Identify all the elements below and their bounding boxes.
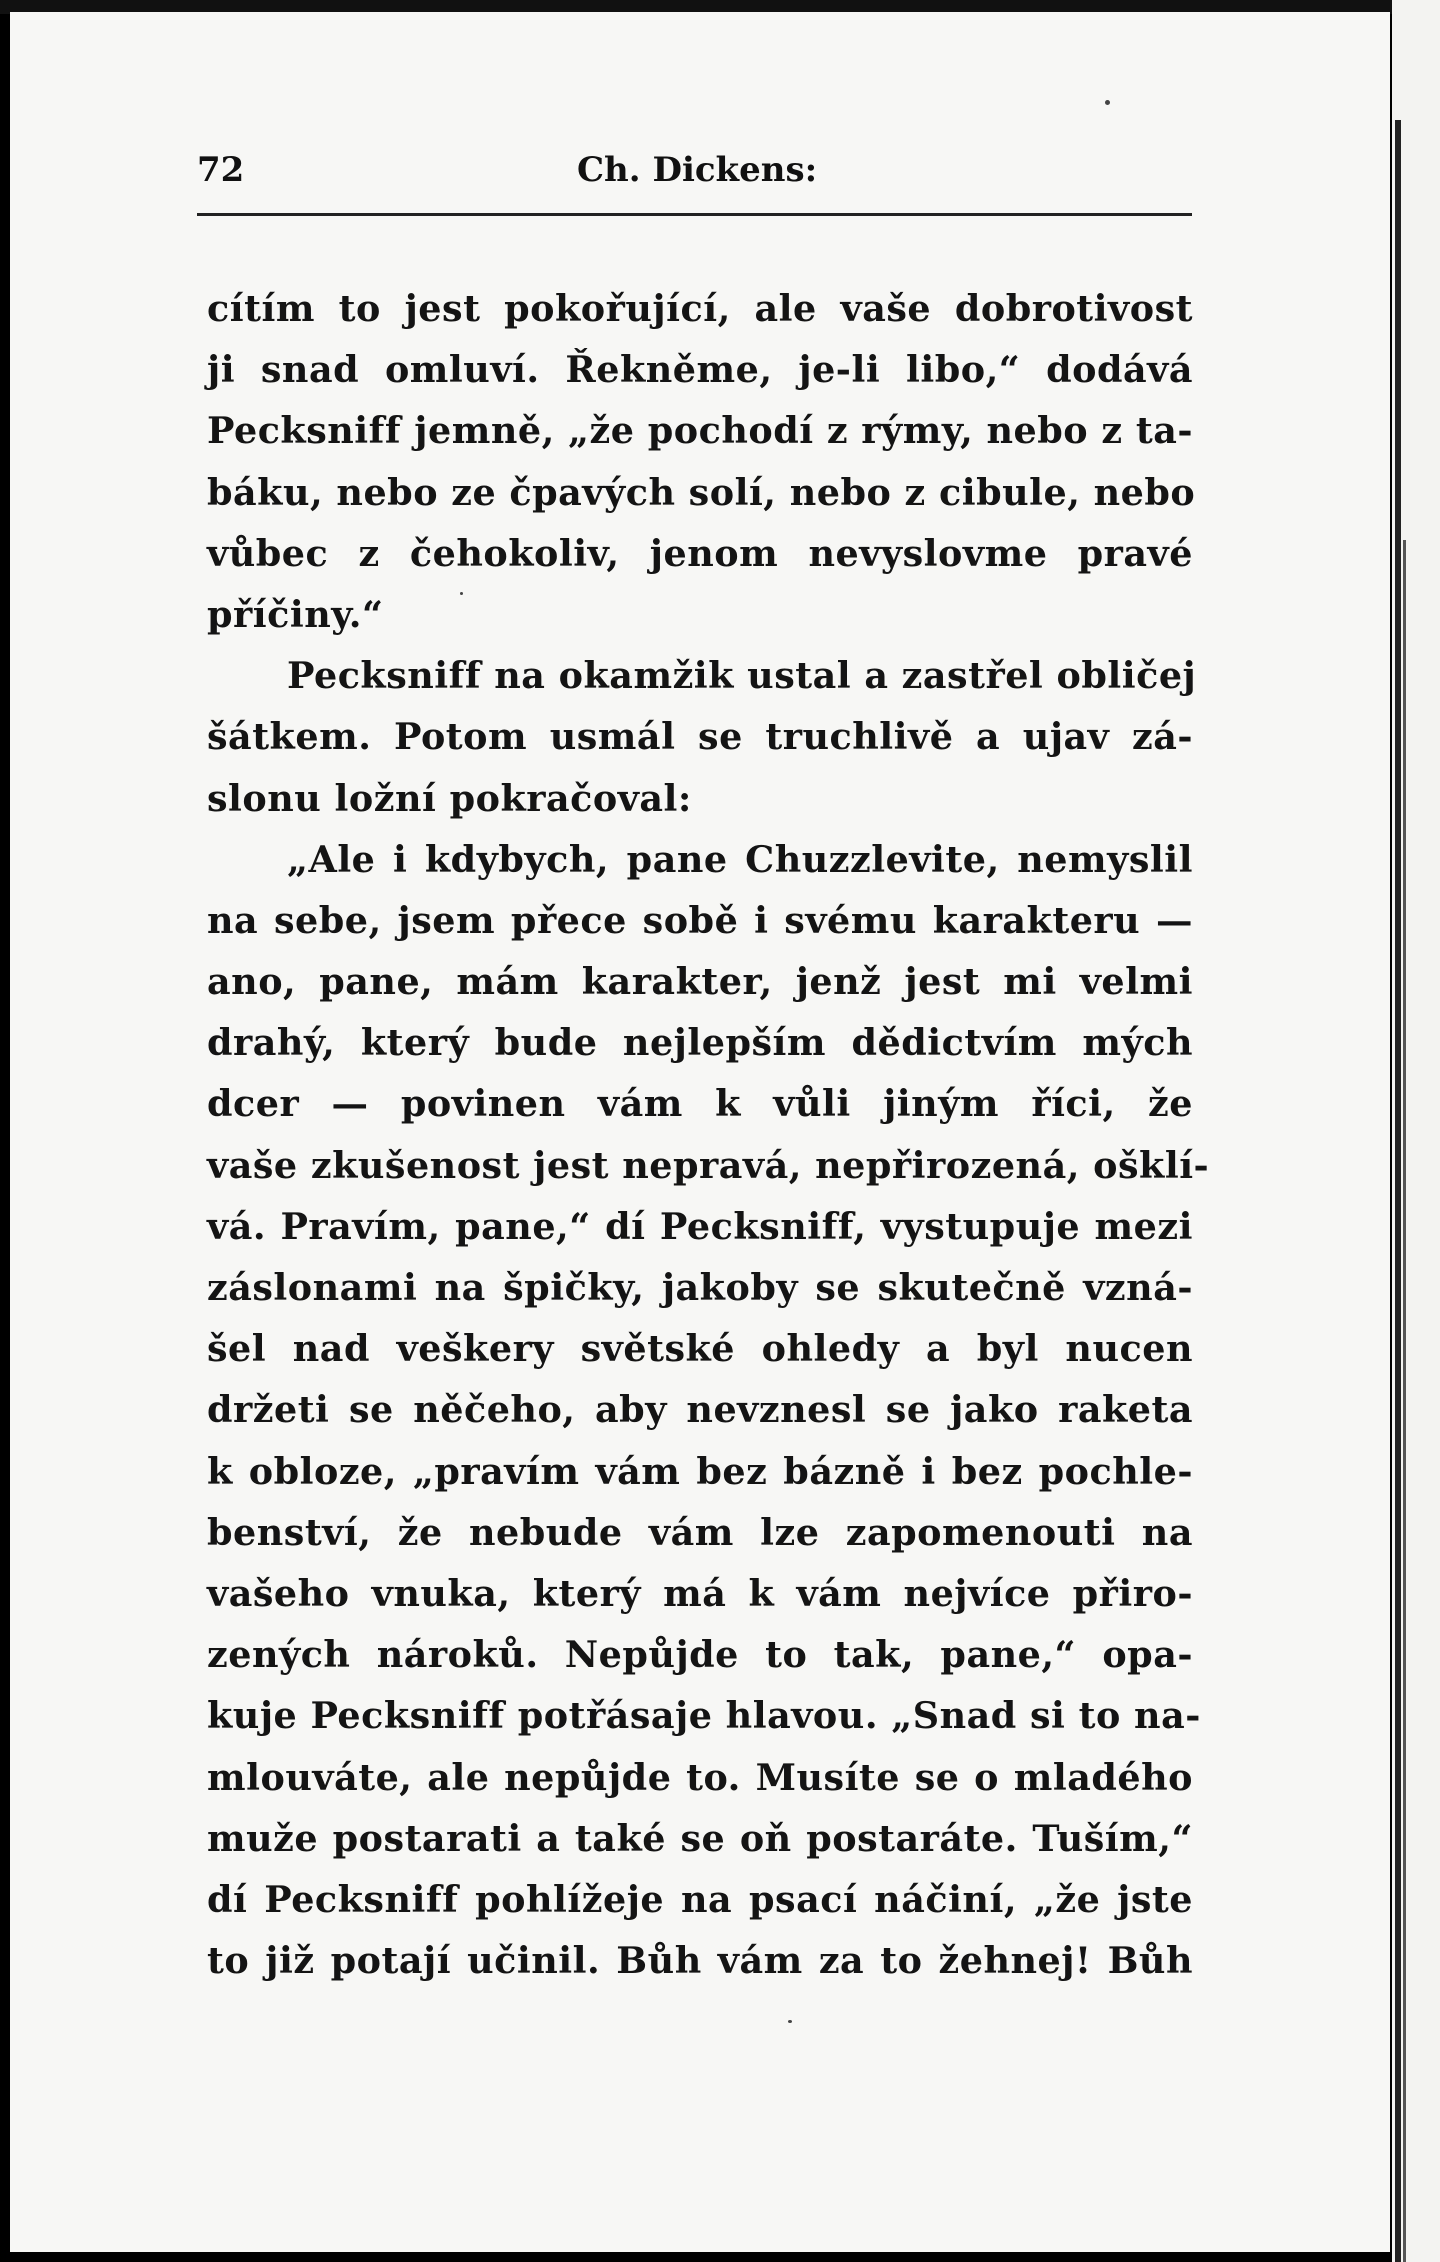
text-line: ji snad omluví. Řekněme, je-li libo,“ dodává	[207, 348, 1193, 392]
text-line: slonu ložní pokračoval:	[207, 776, 692, 820]
text-line: šel nad veškery světské ohledy a byl nucen	[207, 1327, 1193, 1371]
text-line: kuje Pecksniff potřásaje hlavou. „Snad si to na-	[207, 1694, 1201, 1738]
text-line: k obloze, „pravím vám bez bázně i bez pochle-	[207, 1449, 1193, 1493]
text-line: drahý, který bude nejlepším dědictvím mých	[207, 1021, 1193, 1065]
text-line: vaše zkušenost jest nepravá, nepřirozená, ošklí-	[207, 1143, 1210, 1187]
text-line: to již potají učinil. Bůh vám za to žehnej! Bůh	[207, 1939, 1193, 1983]
text-line: „Ale i kdybych, pane Chuzzlevite, nemyslil	[287, 837, 1193, 881]
text-line: báku, nebo ze čpavých solí, nebo z cibule, nebo	[207, 470, 1196, 514]
text-line: šátkem. Potom usmál se truchlivě a ujav zá-	[207, 715, 1193, 759]
text-line: benství, že nebude vám lze zapomenouti na	[207, 1510, 1193, 1554]
text-line: vašeho vnuka, který má k vám nejvíce přiro-	[207, 1571, 1193, 1615]
page-number: 72	[197, 150, 245, 190]
scan-binding-line	[1403, 540, 1406, 2262]
text-line: Pecksniff na okamžik ustal a zastřel obličej	[287, 654, 1197, 698]
text-line: držeti se něčeho, aby nevznesl se jako raketa	[207, 1388, 1193, 1432]
page-header	[197, 150, 1197, 200]
scan-speck	[1105, 100, 1110, 105]
text-line: vůbec z čehokoliv, jenom nevyslovme pravé	[207, 531, 1193, 575]
text-line: příčiny.“	[207, 592, 384, 636]
text-line: Pecksniff jemně, „že pochodí z rýmy, nebo z ta-	[207, 409, 1193, 453]
text-line: mlouváte, ale nepůjde to. Musíte se o mladého	[207, 1755, 1193, 1799]
body-text	[207, 278, 1210, 1991]
text-line: dcer — povinen vám k vůli jiným říci, že	[207, 1082, 1193, 1126]
text-line: vá. Pravím, pane,“ dí Pecksniff, vystupuje mezi	[207, 1204, 1193, 1248]
text-line: zených nároků. Nepůjde to tak, pane,“ opa-	[207, 1633, 1193, 1677]
header-rule	[197, 213, 1192, 216]
text-line: na sebe, jsem přece sobě i svému karakteru —	[207, 898, 1193, 942]
text-line: muže postarati a také se oň postaráte. Tuším,“	[207, 1816, 1193, 1860]
text-line: dí Pecksniff pohlížeje na psací náčiní, „že jste	[207, 1877, 1193, 1921]
text-line: cítím to jest pokořující, ale vaše dobrotivost	[207, 287, 1193, 330]
text-line: ano, pane, mám karakter, jenž jest mi velmi	[207, 960, 1193, 1004]
scan-speck	[788, 2020, 792, 2023]
scan-binding-shadow	[1395, 120, 1401, 2262]
text-line: záslonami na špičky, jakoby se skutečně vzná-	[207, 1266, 1193, 1309]
running-title: Ch. Dickens:	[577, 150, 818, 190]
scan-speck	[460, 592, 463, 595]
